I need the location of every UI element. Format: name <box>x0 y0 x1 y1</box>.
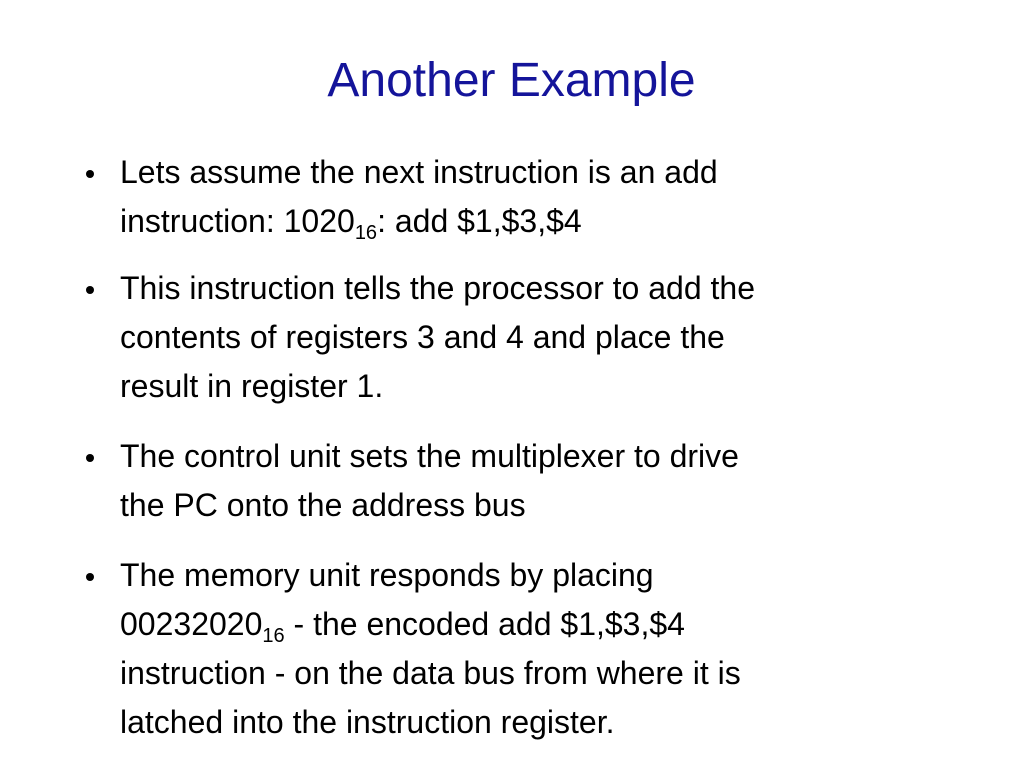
bullet-line <box>120 600 960 649</box>
bullet-dot-icon <box>86 286 94 294</box>
bullet-line: latched into the instruction register. <box>120 704 615 740</box>
bullet-line-part: instruction: 1020 <box>120 203 355 239</box>
subscript: 16 <box>354 222 378 244</box>
slide-title: Another Example <box>327 54 696 107</box>
bullet-line: Lets assume the next instruction is an add <box>120 154 718 190</box>
bullet-line: The control unit sets the multiplexer to drive <box>120 438 739 474</box>
bullet-line-part: 00232020 <box>120 606 263 642</box>
bullet-line: This instruction tells the processor to add the <box>120 270 755 306</box>
bullet-line-part: : add $1,$3,$4 <box>377 203 582 239</box>
bullet-text <box>120 551 960 747</box>
bullet-text <box>120 432 960 530</box>
bullet-dot-icon <box>86 170 94 178</box>
bullet-text <box>120 148 960 246</box>
bullet-line: contents of registers 3 and 4 and place the <box>120 319 725 355</box>
bullet-line <box>120 197 960 246</box>
bullet-text <box>120 264 960 411</box>
bullet-line: instruction - on the data bus from where it is <box>120 655 741 691</box>
bullet-line: The memory unit responds by placing <box>120 557 654 593</box>
bullet-line: result in register 1. <box>120 368 384 404</box>
subscript: 16 <box>262 625 285 647</box>
bullet-line-part: - the encoded add $1,$3,$4 <box>284 606 685 642</box>
bullet-line: the PC onto the address bus <box>120 487 526 523</box>
bullet-dot-icon <box>86 573 94 581</box>
bullet-dot-icon <box>86 454 94 462</box>
